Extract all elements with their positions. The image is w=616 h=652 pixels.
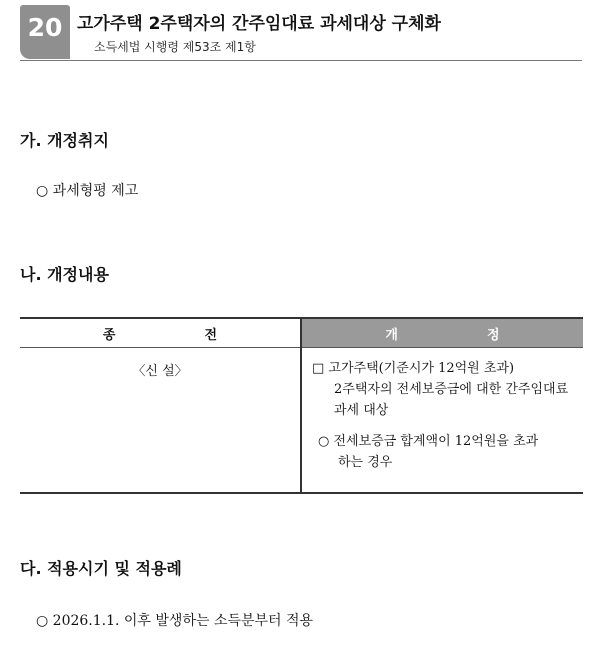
section-a-heading: 가. 개정취지 bbox=[20, 131, 109, 150]
table-row bbox=[20, 348, 583, 494]
before-header-char2: 전 bbox=[204, 327, 218, 343]
after-header-char1: 개 bbox=[385, 327, 398, 343]
before-cell bbox=[20, 348, 301, 494]
law-reference: 소득세법 시행령 제53조 제1항 bbox=[94, 40, 256, 54]
item-number: 20 bbox=[27, 13, 63, 42]
after-sub-line-2: 하는 경우 bbox=[338, 455, 393, 470]
gavel-icon bbox=[69, 39, 89, 55]
section-b-heading: 나. 개정내용 bbox=[20, 265, 109, 284]
section-c-heading: 다. 적용시기 및 적용례 bbox=[20, 559, 182, 578]
after-cell bbox=[301, 348, 583, 494]
after-column-header bbox=[301, 318, 583, 348]
before-column-header bbox=[20, 318, 301, 348]
table-header-row bbox=[20, 318, 583, 348]
section-c-bullet: ○ 2026.1.1. 이후 발생하는 소득분부터 적용 bbox=[36, 613, 314, 629]
after-line-3: 과세 대상 bbox=[334, 403, 389, 418]
after-line-2: 2주택자의 전세보증금에 대한 간주임대료 bbox=[334, 382, 569, 397]
before-value: 〈신 설〉 bbox=[132, 364, 188, 379]
item-number-badge bbox=[20, 5, 70, 59]
before-header-char1: 종 bbox=[102, 327, 116, 343]
comparison-table bbox=[20, 317, 583, 494]
after-line-1: □ 고가주택(기준시가 12억원 초과) bbox=[312, 361, 515, 376]
page-title: 고가주택 2주택자의 간주임대료 과세대상 구체화 bbox=[77, 14, 441, 34]
after-sub-line-1: ○ 전세보증금 합계액이 12억원을 초과 bbox=[318, 434, 539, 449]
after-header-char2: 정 bbox=[487, 327, 500, 343]
header-divider bbox=[20, 60, 582, 61]
section-a-bullet: ○ 과세형평 제고 bbox=[36, 183, 139, 199]
